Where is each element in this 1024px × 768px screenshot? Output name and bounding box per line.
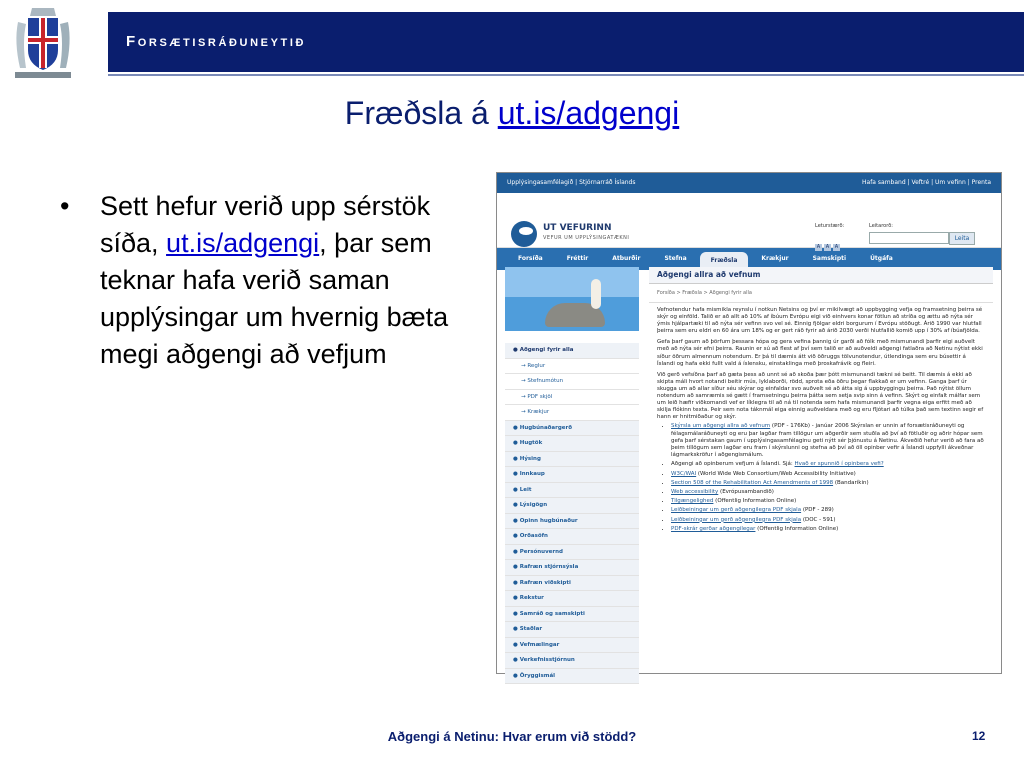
list-item: • W3C/WAI (World Wide Web Consortium/Web Accessibility Initiative) <box>671 471 985 478</box>
sidebar-item[interactable]: ● Orðasöfn <box>505 529 639 545</box>
sidebar-item[interactable]: ● Innkaup <box>505 467 639 483</box>
search-input[interactable] <box>869 232 949 244</box>
resource-link[interactable]: Leiðbeiningar um gerð aðgengilegra PDF skjala <box>671 507 802 514</box>
paragraph-1: Vefnotendur hafa mismikla reynslu í notkun Netsins og því er mikilvægt að uppbygging vefja og framsetning þeirra sé skýr og einföld. Talið er að allt að 10% af íbúum Evrópu eigi við einhvers konar fötlun að stríða og ættu að nýta sér ýmis hjálpartæki til að nýta sér vefinn svo vel sé. Einnig fjölgar eldri borgurum í Evrópu stöðugt. Árið 1990 var hlutfall þeirra sem eru eldri en 60 ára um 18% og er gert ráð fyrir að árið 2030 verði hlutfallið komið upp í 30% af íbúafjölda. <box>657 307 983 335</box>
website-screenshot <box>496 172 1002 679</box>
resource-list <box>649 421 993 533</box>
sidebar-item[interactable]: ● Persónuvernd <box>505 545 639 561</box>
sidebar-item[interactable]: ● Staðlar <box>505 622 639 638</box>
sidebar-item[interactable]: → Krækjur <box>505 405 639 421</box>
nav-tab[interactable]: Samskipti <box>812 255 847 262</box>
font-size-label: Leturstærð: <box>815 223 845 229</box>
list-item: • Tilgængelighed (Offentlig Information Online) <box>671 498 985 505</box>
site-sidebar <box>505 343 639 684</box>
header-divider <box>108 74 1024 76</box>
sidebar-item[interactable]: ● Rekstur <box>505 591 639 607</box>
footer-text: Aðgengi á Netinu: Hvar erum við stödd? <box>387 729 637 744</box>
bullet-text-1: Sett hefur verið upp sérstök síða, <box>100 191 431 258</box>
sidebar-item[interactable]: ● Samráð og samskipti <box>505 607 639 623</box>
nav-tab[interactable]: Útgáfa <box>870 255 893 262</box>
resource-link[interactable]: PDF-skrár gerðar aðgengilegar <box>671 525 756 532</box>
sidebar-item[interactable]: ● Öryggismál <box>505 669 639 685</box>
title-link[interactable]: ut.is/adgengi <box>497 95 680 131</box>
search-label: Leitarorð: <box>869 223 893 229</box>
list-item: • Skýrsla um aðgengi allra að vefnum (PDF - 176Kb) - janúar 2006 Skýrslan er unnin af forsætisráðuneyti og félagsmálaráðuneyti og eru þar lagðar fram tillögur um aðgerðir sem stuðla að því að fötluðir og aðrir hópar sem gefa þarf sérstakan gaum í upplýsingasamfélaginu geti nýtt sér þjónustu á Netinu. Ákveðið hefur verið að fara að þeim tillögum sem lagðar eru fram í skýrslunni og stefna að því að öll opinber vefir á Íslandi uppfylli ákveðnar lágmarkskröfur í aðgengismálum. <box>671 423 985 459</box>
resource-link[interactable]: Hvað er spunnið í opinbera vefi? <box>794 461 884 468</box>
nav-tab[interactable]: Stefna <box>664 255 687 262</box>
nav-tab[interactable]: Atburðir <box>612 255 641 262</box>
sidebar-item[interactable]: ● Vefmælingar <box>505 638 639 654</box>
bullet-icon: • <box>60 191 70 221</box>
bullet-point <box>60 188 470 373</box>
nav-tab[interactable]: Fréttir <box>566 255 589 262</box>
sidebar-item[interactable]: ● Opinn hugbúnaður <box>505 514 639 530</box>
nav-tab[interactable]: Forsíða <box>518 255 543 262</box>
slide-title <box>0 95 1024 132</box>
list-item: • Leiðbeiningar um gerð aðgengilegra PDF skjala (DOC - 591) <box>671 517 985 524</box>
sidebar-item[interactable]: ● Hugbúnaðargerð <box>505 421 639 437</box>
paragraph-2: Gefa þarf gaum að þörfum þessara hópa og gera vefina þannig úr garði að fólk með mismunandi þarfir eigi auðvelt með að nýta sér efni þeirra. Raunin er sú að flest af því sem talið er að auðveldi aðgengi fatlaðra að Netinu nýtist ekki síður öðrum almennum notendum. Er þá til dæmis átt við öðruggs tölvunotendur, útlendinga sem eru búsettir á Íslandi og hafa ekki fullt vald á íslensku, einstaklinga með þroskafrávik og fleiri. <box>657 339 983 367</box>
list-item: • Aðgengi að opinberum vefjum á Íslandi. Sjá: Hvað er spunnið í opinbera vefi? <box>671 461 985 468</box>
sidebar-item[interactable]: → Stefnumótun <box>505 374 639 390</box>
resource-link[interactable]: Web accessibility <box>671 489 719 496</box>
ministry-name: Forsætisráðuneytið <box>126 33 307 50</box>
nav-tab[interactable]: Fræðsla <box>700 252 749 270</box>
sidebar-item[interactable]: ● Rafræn stjórnsýsla <box>505 560 639 576</box>
breadcrumb[interactable]: Forsíða > Fræðsla > Aðgengi fyrir alla <box>649 284 993 303</box>
resource-link[interactable]: Leiðbeiningar um gerð aðgengilegra PDF skjala <box>671 516 802 523</box>
list-item: • Web accessibility (Evrópusambandið) <box>671 489 985 496</box>
sidebar-item[interactable]: ● Aðgengi fyrir alla <box>505 343 639 359</box>
bullet-text-2: , þar sem teknar hafa verið saman upplýsingar um hvernig bæta megi aðgengi að vefjum <box>100 228 449 369</box>
site-topbar <box>497 173 1001 193</box>
sidebar-item[interactable]: → Reglur <box>505 359 639 375</box>
site-header <box>497 193 1001 248</box>
page-number: 12 <box>972 729 986 743</box>
main-title: Aðgengi allra að vefnum <box>649 267 993 284</box>
sidebar-item[interactable]: ● Hýsing <box>505 452 639 468</box>
paragraph-3: Við gerð vefsíðna þarf að gæta þess að unnt sé að skoða þær þótt mismunandi tækni sé beitt. Til dæmis á ekki að skipta máli hvort notandi beitir mús, lyklaborði, rödd, sprota eða öðru þegar flakkað er um vefinn. Ganga þarf úr skugga um að allar síður séu skýrar og einfaldar svo auðvelt sé að átta sig á uppbyggingu þeirra. Það nýtist öllum notendum að samræmis sé gætt í framsetningu þeirra þátta sem setja svip sinn á vefinn. Skýrt og einfalt málfar sem um leið hæfir viðkomandi vef er líklegra til að ná til notenda sem hafa mismunandi þarfir vegna eiga erfitt með að skilja flókinn texta. Þeir sem nota táknmál eiga einnig auðveldara með og eru fljótari að túlka það sem textinn segir ef hann er hnitmiðaður og skýr. <box>657 371 984 421</box>
resource-link[interactable]: Skýrsla um aðgengi allra að vefnum <box>671 423 771 430</box>
list-item: • Section 508 of the Rehabilitation Act Amendments of 1998 (Bandaríkin) <box>671 480 985 487</box>
resource-link[interactable]: Tilgængelighed <box>671 498 714 505</box>
resource-link[interactable]: Section 508 of the Rehabilitation Act Amendments of 1998 <box>671 479 834 486</box>
nav-tab[interactable]: Krækjur <box>761 255 789 262</box>
hero-image <box>505 267 639 331</box>
resource-link[interactable]: W3C/WAI <box>671 470 697 477</box>
site-top-links-right[interactable]: Hafa samband | Veftré | Um vefinn | Prenta <box>862 179 991 186</box>
site-brand: UT VEFURINN <box>543 223 612 233</box>
sidebar-item[interactable]: ● Rafræn viðskipti <box>505 576 639 592</box>
list-item: • PDF-skrár gerðar aðgengilegar (Offentlig Information Online) <box>671 526 985 533</box>
title-prefix: Fræðsla á <box>344 95 498 131</box>
list-item: • Leiðbeiningar um gerð aðgengilegra PDF skjala (PDF - 289) <box>671 507 985 514</box>
search-button[interactable]: Leita <box>949 232 975 245</box>
bullet-link[interactable]: ut.is/adgengi <box>166 228 320 258</box>
site-top-links-left[interactable]: Upplýsingasamfélagið | Stjórnarráð Íslands <box>507 179 636 186</box>
sidebar-item[interactable]: ● Leit <box>505 483 639 499</box>
sidebar-item[interactable]: ● Verkefnisstjórnun <box>505 653 639 669</box>
sidebar-item[interactable]: → PDF skjöl <box>505 390 639 406</box>
sidebar-item[interactable]: ● Hugtök <box>505 436 639 452</box>
coat-of-arms-logo <box>12 2 74 82</box>
site-main <box>649 267 993 673</box>
font-size-controls[interactable]: A A A <box>816 244 839 250</box>
site-logo-icon <box>511 221 537 247</box>
site-brand-sub: VEFUR UM UPPLÝSINGATÆKNI <box>543 235 630 241</box>
sidebar-item[interactable]: ● Lýsigögn <box>505 498 639 514</box>
site-body <box>505 267 993 679</box>
